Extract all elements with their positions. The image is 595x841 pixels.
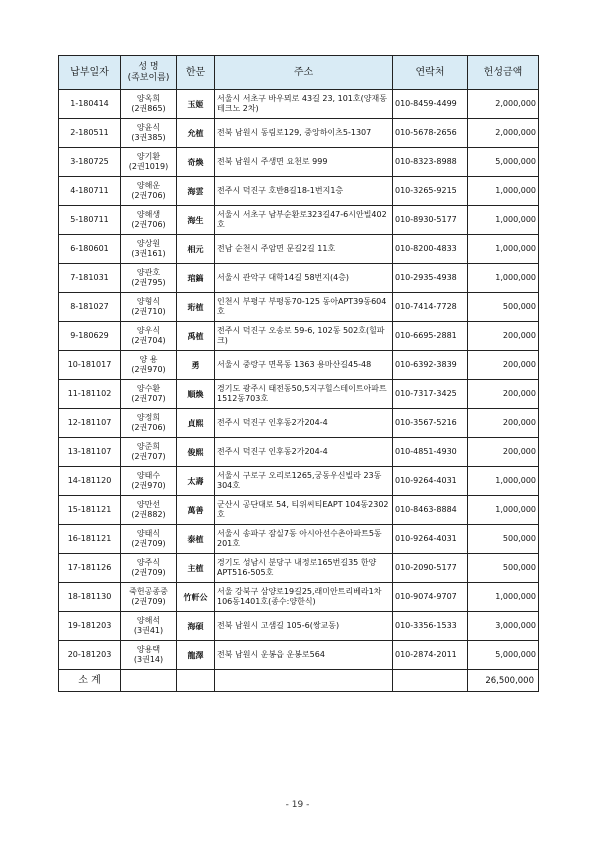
donation-amount: 5,000,000 [468,641,539,670]
table-row [59,409,539,438]
header-address: 주소 [215,56,393,90]
subtotal-empty [177,670,215,692]
donor-name [121,235,177,264]
table-row [59,90,539,119]
subtotal-row [59,670,539,692]
donor-phone: 010-3356-1533 [393,612,468,641]
donor-name-text: 양해운 [136,181,161,190]
donor-name-text: 양태식 [136,529,161,538]
donor-address: 서울시 중랑구 면목동 1363 용마산길45-48 [215,351,393,380]
donor-book-ref: (2권709) [131,568,166,577]
donor-name-text: 양우식 [136,326,161,335]
subtotal-empty [215,670,393,692]
donation-date: 20-181203 [59,641,121,670]
donor-address: 전주시 덕진구 호반8길18-1번지1층 [215,177,393,206]
header-date: 납부일자 [59,56,121,90]
donor-name [121,554,177,583]
donor-hanja: 俊熙 [177,438,215,467]
donor-name [121,380,177,409]
donor-phone: 010-2090-5177 [393,554,468,583]
donation-amount: 1,000,000 [468,496,539,525]
donation-amount: 200,000 [468,380,539,409]
donation-table [58,55,539,692]
donation-amount: 200,000 [468,409,539,438]
donor-address: 서울시 송파구 잠실7동 아시아선수촌아파트5동201호 [215,525,393,554]
header-name-sub: (족보이름) [127,72,170,83]
donor-hanja: 琯鎬 [177,264,215,293]
donor-address: 전북 남원시 운봉읍 운봉로564 [215,641,393,670]
table-row [59,612,539,641]
donor-hanja: 貞熙 [177,409,215,438]
donor-phone: 010-6392-3839 [393,351,468,380]
header-phone: 연락처 [393,56,468,90]
donation-date: 13-181107 [59,438,121,467]
donor-name [121,148,177,177]
donor-address: 전북 남원시 고샘길 105-6(쌍교동) [215,612,393,641]
table-row [59,351,539,380]
table-row [59,583,539,612]
table-row [59,235,539,264]
donor-hanja: 泰植 [177,525,215,554]
donor-book-ref: (2권709) [131,539,166,548]
donor-address: 군산시 공단대로 54, 티위씨티EAPT 104동2302호 [215,496,393,525]
donation-date: 3-180725 [59,148,121,177]
donation-date: 9-180629 [59,322,121,351]
table-header-row [59,56,539,90]
donor-phone: 010-3567-5216 [393,409,468,438]
donor-hanja: 海生 [177,206,215,235]
donor-book-ref: (2권704) [131,336,166,345]
donor-book-ref: (2권707) [131,394,166,403]
donor-name [121,322,177,351]
donor-book-ref: (2권970) [131,365,166,374]
donation-date: 2-180511 [59,119,121,148]
donor-book-ref: (3권385) [131,133,166,142]
donor-name [121,525,177,554]
table-row [59,641,539,670]
donor-hanja: 玉姬 [177,90,215,119]
donor-address: 인천시 부평구 부평동70-125 동아APT39동604호 [215,293,393,322]
donor-name-text: 양윤식 [136,123,161,132]
donor-phone: 010-7317-3425 [393,380,468,409]
donation-amount: 1,000,000 [468,583,539,612]
donor-name-text: 양관호 [136,268,161,277]
table-row [59,293,539,322]
donor-name-text: 죽헌공종중 [129,587,168,596]
table-row [59,177,539,206]
donor-hanja: 順煥 [177,380,215,409]
donation-amount: 2,000,000 [468,90,539,119]
donation-date: 5-180711 [59,206,121,235]
donor-name [121,206,177,235]
donation-amount: 200,000 [468,322,539,351]
table-row [59,554,539,583]
donor-name-text: 양용택 [136,645,161,654]
donor-hanja: 珩植 [177,293,215,322]
donor-phone: 010-4851-4930 [393,438,468,467]
donor-hanja: 萬善 [177,496,215,525]
donor-phone: 010-7414-7728 [393,293,468,322]
donor-book-ref: (2권1019) [128,162,169,171]
donor-name-text: 양기환 [136,152,161,161]
donation-date: 7-181031 [59,264,121,293]
table-row [59,206,539,235]
donor-hanja: 太壽 [177,467,215,496]
donor-book-ref: (2권865) [131,104,166,113]
donor-name [121,438,177,467]
donor-hanja: 勇 [177,351,215,380]
donor-book-ref: (3권14) [133,655,164,664]
donor-phone: 010-6695-2881 [393,322,468,351]
donor-address: 서울시 서초구 바우뫼로 43길 23, 101호(양재동 테크노 2차) [215,90,393,119]
donor-address: 전북 남원시 동림로129, 중앙하이츠5-1307 [215,119,393,148]
donor-hanja: 竹軒公 [177,583,215,612]
donor-book-ref: (2권710) [131,307,166,316]
donation-date: 1-180414 [59,90,121,119]
donation-amount: 200,000 [468,351,539,380]
donor-hanja: 海碩 [177,612,215,641]
donation-amount: 2,000,000 [468,119,539,148]
table-row [59,525,539,554]
donor-address: 전북 남원시 주생면 요천로 999 [215,148,393,177]
donor-hanja: 龍澤 [177,641,215,670]
donor-name-text: 양형식 [136,297,161,306]
donation-date: 19-181203 [59,612,121,641]
donation-date: 18-181130 [59,583,121,612]
donor-name-text: 양상원 [136,239,161,248]
donor-book-ref: (3권41) [133,626,164,635]
table-row [59,380,539,409]
donor-phone: 010-8323-8988 [393,148,468,177]
donor-hanja: 海雲 [177,177,215,206]
subtotal-amount: 26,500,000 [468,670,539,692]
donor-phone: 010-8930-5177 [393,206,468,235]
donor-name-text: 양만선 [136,500,161,509]
donor-phone: 010-5678-2656 [393,119,468,148]
donation-amount: 1,000,000 [468,206,539,235]
donor-hanja: 相元 [177,235,215,264]
header-name-label: 성 명 [138,61,159,72]
table-row [59,119,539,148]
donor-address: 서울시 구로구 오리로1265,궁동우신빌라 23동304호 [215,467,393,496]
donor-address: 전남 순천시 주암면 문길2길 11호 [215,235,393,264]
donor-book-ref: (2권795) [131,278,166,287]
donor-hanja: 奇煥 [177,148,215,177]
donation-amount: 3,000,000 [468,612,539,641]
donor-hanja: 主植 [177,554,215,583]
donation-amount: 5,000,000 [468,148,539,177]
donation-date: 8-181027 [59,293,121,322]
donor-name [121,612,177,641]
header-amount: 헌성금액 [468,56,539,90]
donor-book-ref: (2권882) [131,510,166,519]
table-row [59,148,539,177]
donation-date: 14-181120 [59,467,121,496]
donor-name [121,177,177,206]
donor-hanja: 禹植 [177,322,215,351]
donor-book-ref: (2권707) [131,452,166,461]
donation-amount: 1,000,000 [468,177,539,206]
donation-date: 16-181121 [59,525,121,554]
donor-book-ref: (2권706) [131,220,166,229]
donor-phone: 010-3265-9215 [393,177,468,206]
donation-date: 4-180711 [59,177,121,206]
donor-address: 서울시 서초구 남부순환로323길47-6시안빌402호 [215,206,393,235]
donation-date: 10-181017 [59,351,121,380]
table-row [59,438,539,467]
donor-name-text: 양수환 [136,384,161,393]
donor-name-text: 양태수 [136,471,161,480]
subtotal-empty [393,670,468,692]
donor-name [121,264,177,293]
donation-date: 6-180601 [59,235,121,264]
donor-phone: 010-9074-9707 [393,583,468,612]
donation-amount: 500,000 [468,525,539,554]
donor-name [121,351,177,380]
donation-date: 17-181126 [59,554,121,583]
donation-amount: 1,000,000 [468,235,539,264]
donor-phone: 010-2935-4938 [393,264,468,293]
donor-name-text: 양해석 [136,616,161,625]
donor-address: 경기도 광주시 태전동50,5지구힐스테이트아파트1512동703호 [215,380,393,409]
donor-name-text: 양 용 [139,355,158,364]
table-row [59,264,539,293]
donor-book-ref: (2권706) [131,191,166,200]
donor-name-text: 양정희 [136,413,161,422]
table-row [59,467,539,496]
donor-name [121,583,177,612]
donor-name-text: 양해생 [136,210,161,219]
donor-name [121,90,177,119]
donation-amount: 200,000 [468,438,539,467]
donor-phone: 010-2874-2011 [393,641,468,670]
donor-name [121,467,177,496]
donor-book-ref: (2권709) [131,597,166,606]
donor-name [121,119,177,148]
donor-name-text: 양주식 [136,558,161,567]
donor-name-text: 양준희 [136,442,161,451]
subtotal-label: 소 계 [59,670,121,692]
donor-name-text: 양옥희 [136,94,161,103]
donor-name [121,496,177,525]
donor-address: 전주시 덕진구 인후동2가204-4 [215,409,393,438]
donor-hanja: 允植 [177,119,215,148]
header-hanja: 한문 [177,56,215,90]
page-number: - 19 - [285,800,310,810]
donation-amount: 1,000,000 [468,264,539,293]
donor-address: 전주시 덕진구 인후동2가204-4 [215,438,393,467]
donation-amount: 500,000 [468,293,539,322]
donation-amount: 500,000 [468,554,539,583]
table-row [59,496,539,525]
donor-name [121,293,177,322]
donation-date: 11-181102 [59,380,121,409]
donor-phone: 010-8463-8884 [393,496,468,525]
donor-name [121,641,177,670]
donor-name [121,409,177,438]
donor-book-ref: (3권161) [131,249,166,258]
donor-phone: 010-9264-4031 [393,467,468,496]
header-name [121,56,177,90]
donor-phone: 010-8200-4833 [393,235,468,264]
donor-address: 경기도 성남시 분당구 내정로165번길35 한양APT516-505호 [215,554,393,583]
donation-amount: 1,000,000 [468,467,539,496]
donor-address: 서울시 관악구 대학14길 58번지(4층) [215,264,393,293]
subtotal-empty [121,670,177,692]
donation-date: 15-181121 [59,496,121,525]
donation-date: 12-181107 [59,409,121,438]
donor-book-ref: (2권970) [131,481,166,490]
donor-phone: 010-9264-4031 [393,525,468,554]
donor-address: 전주시 덕진구 오송로 59-6, 102동 502호(힐파크) [215,322,393,351]
donor-phone: 010-8459-4499 [393,90,468,119]
table-row [59,322,539,351]
donor-address: 서울 강북구 삼양로19길25,래미안트리베라1차106동1401호(종수:양한식) [215,583,393,612]
donor-book-ref: (2권706) [131,423,166,432]
